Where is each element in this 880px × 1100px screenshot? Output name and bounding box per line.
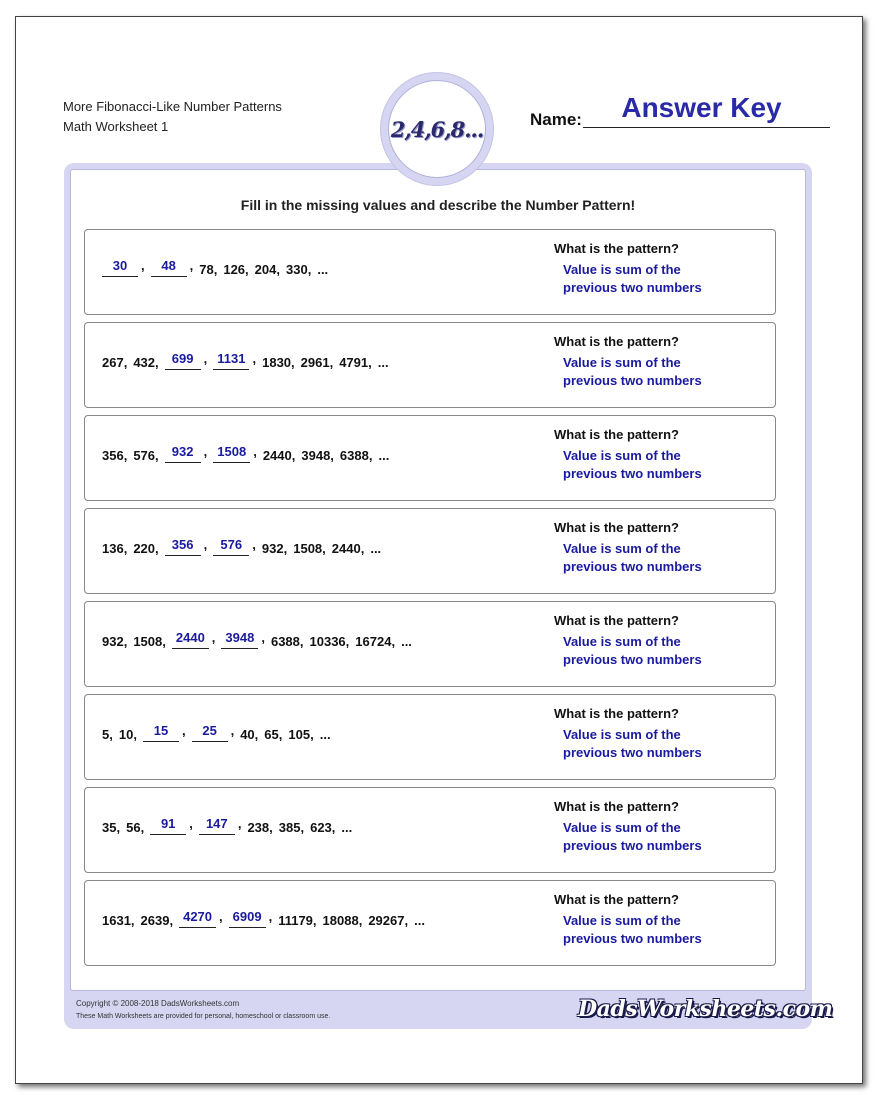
comma: , <box>162 634 166 649</box>
comma: , <box>310 727 314 742</box>
comma: , <box>368 355 372 370</box>
sequence-item <box>368 913 408 928</box>
sequence-item <box>401 634 412 649</box>
comma: , <box>140 820 145 835</box>
sequence-term: 16724 <box>355 634 392 649</box>
sequence-item <box>341 820 352 835</box>
sequence-item <box>229 909 273 928</box>
worksheet-title-line2: Math Worksheet 1 <box>63 119 169 134</box>
comma: , <box>252 537 256 552</box>
footer-copyright: Copyright © 2008-2018 DadsWorksheets.com <box>76 999 240 1008</box>
sequence-item <box>102 258 145 277</box>
pattern-answer-line2: previous two numbers <box>563 559 702 574</box>
sequence-item <box>102 634 127 649</box>
sequence-term: 238 <box>247 820 270 835</box>
sequence-term: 2440 <box>262 448 292 463</box>
answer-blank: 932 <box>165 444 201 463</box>
comma: , <box>230 723 235 738</box>
sequence-item <box>179 909 223 928</box>
sequence-term: 220 <box>133 541 156 556</box>
pattern-answer-line1: Value is sum of the <box>563 355 681 370</box>
sequence-term: ... <box>378 448 390 463</box>
sequence-term: 932 <box>261 541 284 556</box>
sequence-item <box>192 723 235 742</box>
pattern-answer-line1: Value is sum of the <box>563 820 681 835</box>
pattern-answer-line2: previous two numbers <box>563 745 702 760</box>
pattern-answer <box>563 726 702 762</box>
comma: , <box>123 448 128 463</box>
sequence <box>102 537 387 556</box>
sequence-item <box>323 913 363 928</box>
sequence-item <box>286 262 311 277</box>
name-label: Name: <box>530 110 582 129</box>
comma: , <box>213 262 218 277</box>
comma: , <box>123 634 128 649</box>
pattern-question: What is the pattern? <box>554 613 679 628</box>
answer-blank: 576 <box>213 537 249 556</box>
sequence-item <box>150 816 193 835</box>
sequence-item <box>310 820 335 835</box>
sequence-item <box>320 727 331 742</box>
sequence-item <box>133 448 158 463</box>
sequence-term: ... <box>319 727 331 742</box>
sequence-term: 5 <box>102 727 110 742</box>
sequence-item <box>240 727 258 742</box>
sequence-item <box>141 913 174 928</box>
comma: , <box>211 630 216 645</box>
sequence-term: ... <box>377 355 389 370</box>
sequence-term: 18088 <box>322 913 359 928</box>
comma: , <box>300 820 305 835</box>
pattern-answer-line1: Value is sum of the <box>563 448 681 463</box>
instructions: Fill in the missing values and describe the Number Pattern! <box>240 197 636 213</box>
sequence-item <box>102 913 135 928</box>
sequence-term: 11179 <box>278 913 313 928</box>
footer-note: These Math Worksheets are provided for personal, homeschool or classroom use. <box>76 1013 331 1020</box>
pattern-answer <box>563 819 702 855</box>
comma: , <box>283 541 288 556</box>
problems-panel <box>70 169 806 991</box>
sequence-item <box>264 727 282 742</box>
problem-box <box>84 694 776 780</box>
comma: , <box>181 723 186 738</box>
pattern-answer-line1: Value is sum of the <box>563 541 681 556</box>
sequence-item <box>317 262 328 277</box>
answer-blank: 30 <box>102 258 138 277</box>
sequence-item <box>278 913 316 928</box>
sequence-item <box>102 727 113 742</box>
pattern-answer <box>563 447 702 483</box>
sequence-term: 126 <box>223 262 246 277</box>
sequence-term: 10 <box>118 727 134 742</box>
sequence-term: 576 <box>133 448 156 463</box>
sequence-item <box>355 634 395 649</box>
sequence-item <box>133 634 166 649</box>
sequence-item <box>221 630 265 649</box>
comma: , <box>237 816 242 831</box>
answer-blank: 1508 <box>213 444 250 463</box>
comma: , <box>268 909 273 924</box>
sequence-item <box>199 262 217 277</box>
pattern-answer <box>563 354 702 390</box>
sequence-item <box>262 541 287 556</box>
answer-blank: 2440 <box>172 630 209 649</box>
answer-blank: 4270 <box>179 909 216 928</box>
comma: , <box>123 541 128 556</box>
sequence-term: 932 <box>102 634 124 649</box>
comma: , <box>368 448 373 463</box>
sequence-item <box>288 727 313 742</box>
comma: , <box>269 820 273 835</box>
comma: , <box>155 448 159 463</box>
comma: , <box>189 258 194 273</box>
comma: , <box>307 262 312 277</box>
sequence-item <box>199 816 242 835</box>
sequence <box>102 258 334 277</box>
sequence <box>102 909 431 928</box>
comma: , <box>141 258 145 273</box>
sequence-term: 29267 <box>368 913 405 928</box>
pattern-question: What is the pattern? <box>554 706 679 721</box>
sequence-term: 10336 <box>309 634 346 649</box>
problem-box <box>84 229 776 315</box>
comma: , <box>404 913 409 928</box>
sequence-item <box>339 355 372 370</box>
sequence-item <box>213 444 257 463</box>
comma: , <box>330 448 334 463</box>
sequence-item <box>213 351 256 370</box>
worksheet-logo-badge <box>380 72 494 186</box>
sequence-term: 1631 <box>102 913 131 928</box>
sequence-item <box>414 913 425 928</box>
pattern-answer <box>563 633 702 669</box>
pattern-answer-line1: Value is sum of the <box>563 727 681 742</box>
sequence-term: 6388 <box>270 634 300 649</box>
sequence-term: 623 <box>310 820 332 835</box>
pattern-question: What is the pattern? <box>554 241 679 256</box>
sequence-term: 6388 <box>339 448 369 463</box>
problem-box <box>84 415 776 501</box>
comma: , <box>276 262 280 277</box>
sequence-term: 385 <box>278 820 301 835</box>
sequence <box>102 816 358 835</box>
comma: , <box>203 351 208 366</box>
sequence-item <box>301 355 334 370</box>
sequence-term: 2639 <box>140 913 170 928</box>
pattern-answer-line1: Value is sum of the <box>563 913 681 928</box>
sequence-term: 432 <box>133 355 156 370</box>
pattern-answer-line2: previous two numbers <box>563 280 702 295</box>
sequence-item <box>102 820 120 835</box>
sequence-item <box>247 820 272 835</box>
comma: , <box>312 913 317 928</box>
sequence-item <box>378 355 389 370</box>
problem-box <box>84 787 776 873</box>
comma: , <box>391 634 396 649</box>
sequence-term: 1508 <box>133 634 163 649</box>
comma: , <box>203 537 208 552</box>
sequence-term: ... <box>341 820 353 835</box>
sequence-item <box>165 537 208 556</box>
sequence-item <box>165 444 208 463</box>
comma: , <box>169 913 174 928</box>
logo-text: 2,4,6,8... <box>390 116 484 142</box>
sequence <box>102 723 337 742</box>
pattern-answer-line2: previous two numbers <box>563 466 702 481</box>
pattern-answer <box>563 912 702 948</box>
answer-key-text: Answer Key <box>621 92 782 123</box>
sequence-item <box>151 258 194 277</box>
comma: , <box>345 634 350 649</box>
comma: , <box>133 727 137 742</box>
sequence-item <box>255 262 280 277</box>
comma: , <box>253 444 257 459</box>
comma: , <box>245 262 249 277</box>
sequence <box>102 351 395 370</box>
problem-box <box>84 508 776 594</box>
sequence-term: 267 <box>102 355 124 370</box>
sequence-term: 204 <box>254 262 277 277</box>
name-line <box>583 127 830 128</box>
pattern-answer-line1: Value is sum of the <box>563 262 681 277</box>
comma: , <box>329 355 334 370</box>
sequence-term: 2440 <box>331 541 361 556</box>
sequence <box>102 630 418 649</box>
pattern-answer-line2: previous two numbers <box>563 838 702 853</box>
sequence-item <box>223 262 248 277</box>
sequence-item <box>378 448 389 463</box>
sequence-item <box>126 820 144 835</box>
pattern-question: What is the pattern? <box>554 334 679 349</box>
sequence-term: 56 <box>126 820 141 835</box>
answer-blank: 48 <box>151 258 187 277</box>
pattern-question: What is the pattern? <box>554 799 679 814</box>
sequence-item <box>279 820 304 835</box>
comma: , <box>291 448 296 463</box>
sequence-item <box>293 541 326 556</box>
sequence-item <box>102 448 127 463</box>
comma: , <box>130 913 135 928</box>
sequence-item <box>340 448 373 463</box>
comma: , <box>261 630 265 645</box>
sequence-item <box>213 537 256 556</box>
sequence-term: 40 <box>240 727 255 742</box>
pattern-answer-line2: previous two numbers <box>563 652 702 667</box>
sequence-term: 3948 <box>301 448 331 463</box>
comma: , <box>331 820 336 835</box>
comma: , <box>254 727 259 742</box>
sequence-item <box>310 634 350 649</box>
sequence-item <box>143 723 186 742</box>
comma: , <box>358 913 363 928</box>
sequence-item <box>119 727 137 742</box>
pattern-question: What is the pattern? <box>554 892 679 907</box>
sequence-item <box>102 355 127 370</box>
pattern-answer-line2: previous two numbers <box>563 373 702 388</box>
comma: , <box>203 444 208 459</box>
sequence-term: 356 <box>102 448 124 463</box>
answer-blank: 3948 <box>221 630 258 649</box>
problem-box <box>84 322 776 408</box>
sequence-term: 1830 <box>262 355 292 370</box>
comma: , <box>219 909 223 924</box>
comma: , <box>189 816 193 831</box>
comma: , <box>155 355 159 370</box>
pattern-answer <box>563 261 702 297</box>
sequence-term: 1508 <box>293 541 323 556</box>
sequence-item <box>165 351 208 370</box>
pattern-question: What is the pattern? <box>554 520 679 535</box>
sequence-item <box>332 541 365 556</box>
problem-box <box>84 880 776 966</box>
worksheet-logo-inner <box>388 80 486 178</box>
pattern-answer <box>563 540 702 576</box>
comma: , <box>291 355 295 370</box>
brand-logo: DadsWorksheets.com <box>578 996 833 1022</box>
sequence-item <box>133 355 158 370</box>
sequence-term: ... <box>401 634 412 649</box>
sequence-term: 105 <box>288 727 311 742</box>
answer-blank: 6909 <box>229 909 266 928</box>
answer-blank: 25 <box>192 723 228 742</box>
sequence-term: 136 <box>102 541 124 556</box>
worksheet-title <box>63 97 282 137</box>
sequence-item <box>301 448 334 463</box>
pattern-answer-line2: previous two numbers <box>563 931 702 946</box>
sequence-term: 65 <box>264 727 279 742</box>
sequence-item <box>172 630 216 649</box>
comma: , <box>109 727 113 742</box>
sequence-term: 330 <box>286 262 308 277</box>
sequence-item <box>133 541 158 556</box>
comma: , <box>116 820 121 835</box>
pattern-question: What is the pattern? <box>554 427 679 442</box>
comma: , <box>252 351 257 366</box>
comma: , <box>278 727 283 742</box>
answer-blank: 15 <box>143 723 179 742</box>
comma: , <box>155 541 159 556</box>
comma: , <box>360 541 365 556</box>
sequence-item <box>271 634 304 649</box>
sequence-term: 4791 <box>339 355 369 370</box>
sequence-term: 78 <box>199 262 214 277</box>
comma: , <box>299 634 304 649</box>
comma: , <box>322 541 326 556</box>
problems-frame <box>64 163 812 1029</box>
answer-blank: 91 <box>150 816 186 835</box>
sequence-term: 35 <box>102 820 117 835</box>
sequence-term: ... <box>317 262 329 277</box>
problem-box <box>84 601 776 687</box>
sequence <box>102 444 395 463</box>
sequence-item <box>370 541 381 556</box>
sequence-term: ... <box>414 913 425 928</box>
worksheet-title-line1: More Fibonacci-Like Number Patterns <box>63 99 282 114</box>
sequence-item <box>102 541 127 556</box>
sequence-item <box>262 355 295 370</box>
sequence-term: 2961 <box>300 355 330 370</box>
answer-blank: 356 <box>165 537 201 556</box>
sequence-item <box>263 448 296 463</box>
sequence-term: ... <box>370 541 382 556</box>
answer-blank: 147 <box>199 816 235 835</box>
answer-blank: 1131 <box>213 351 249 370</box>
pattern-answer-line1: Value is sum of the <box>563 634 681 649</box>
comma: , <box>123 355 128 370</box>
answer-blank: 699 <box>165 351 201 370</box>
